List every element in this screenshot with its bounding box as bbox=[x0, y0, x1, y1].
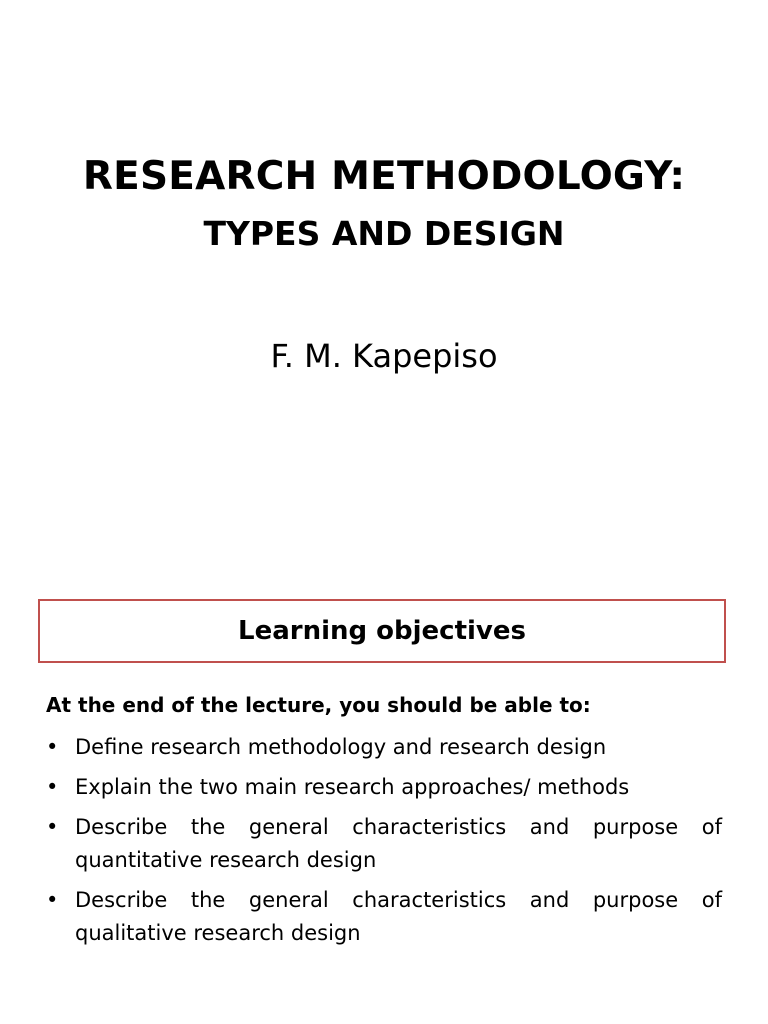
objectives-intro: At the end of the lecture, you should be able to: bbox=[46, 693, 591, 717]
objective-text: Describe the general characteristics and purpose of qualitative research design bbox=[75, 888, 722, 945]
objective-text: Define research methodology and research design bbox=[75, 735, 607, 759]
objective-text: Describe the general characteristics and purpose of quantitative research design bbox=[75, 815, 722, 872]
objectives-slide bbox=[0, 560, 768, 1024]
objective-item bbox=[46, 811, 722, 877]
slide-title: RESEARCH METHODOLOGY: bbox=[82, 154, 686, 199]
objectives-heading: Learning objectives bbox=[238, 616, 526, 646]
bullet-icon: • bbox=[46, 888, 59, 912]
objective-text: Explain the two main research approaches/ methods bbox=[75, 775, 630, 799]
bullet-icon: • bbox=[46, 775, 59, 799]
objectives-heading-box bbox=[38, 599, 726, 663]
slide-subtitle: TYPES AND DESIGN bbox=[203, 214, 565, 253]
objective-item bbox=[46, 731, 722, 764]
author-name: F. M. Kapepiso bbox=[270, 337, 498, 375]
objectives-list bbox=[46, 731, 722, 957]
objective-item bbox=[46, 771, 722, 804]
objective-item bbox=[46, 884, 722, 950]
bullet-icon: • bbox=[46, 815, 59, 839]
bullet-icon: • bbox=[46, 735, 59, 759]
